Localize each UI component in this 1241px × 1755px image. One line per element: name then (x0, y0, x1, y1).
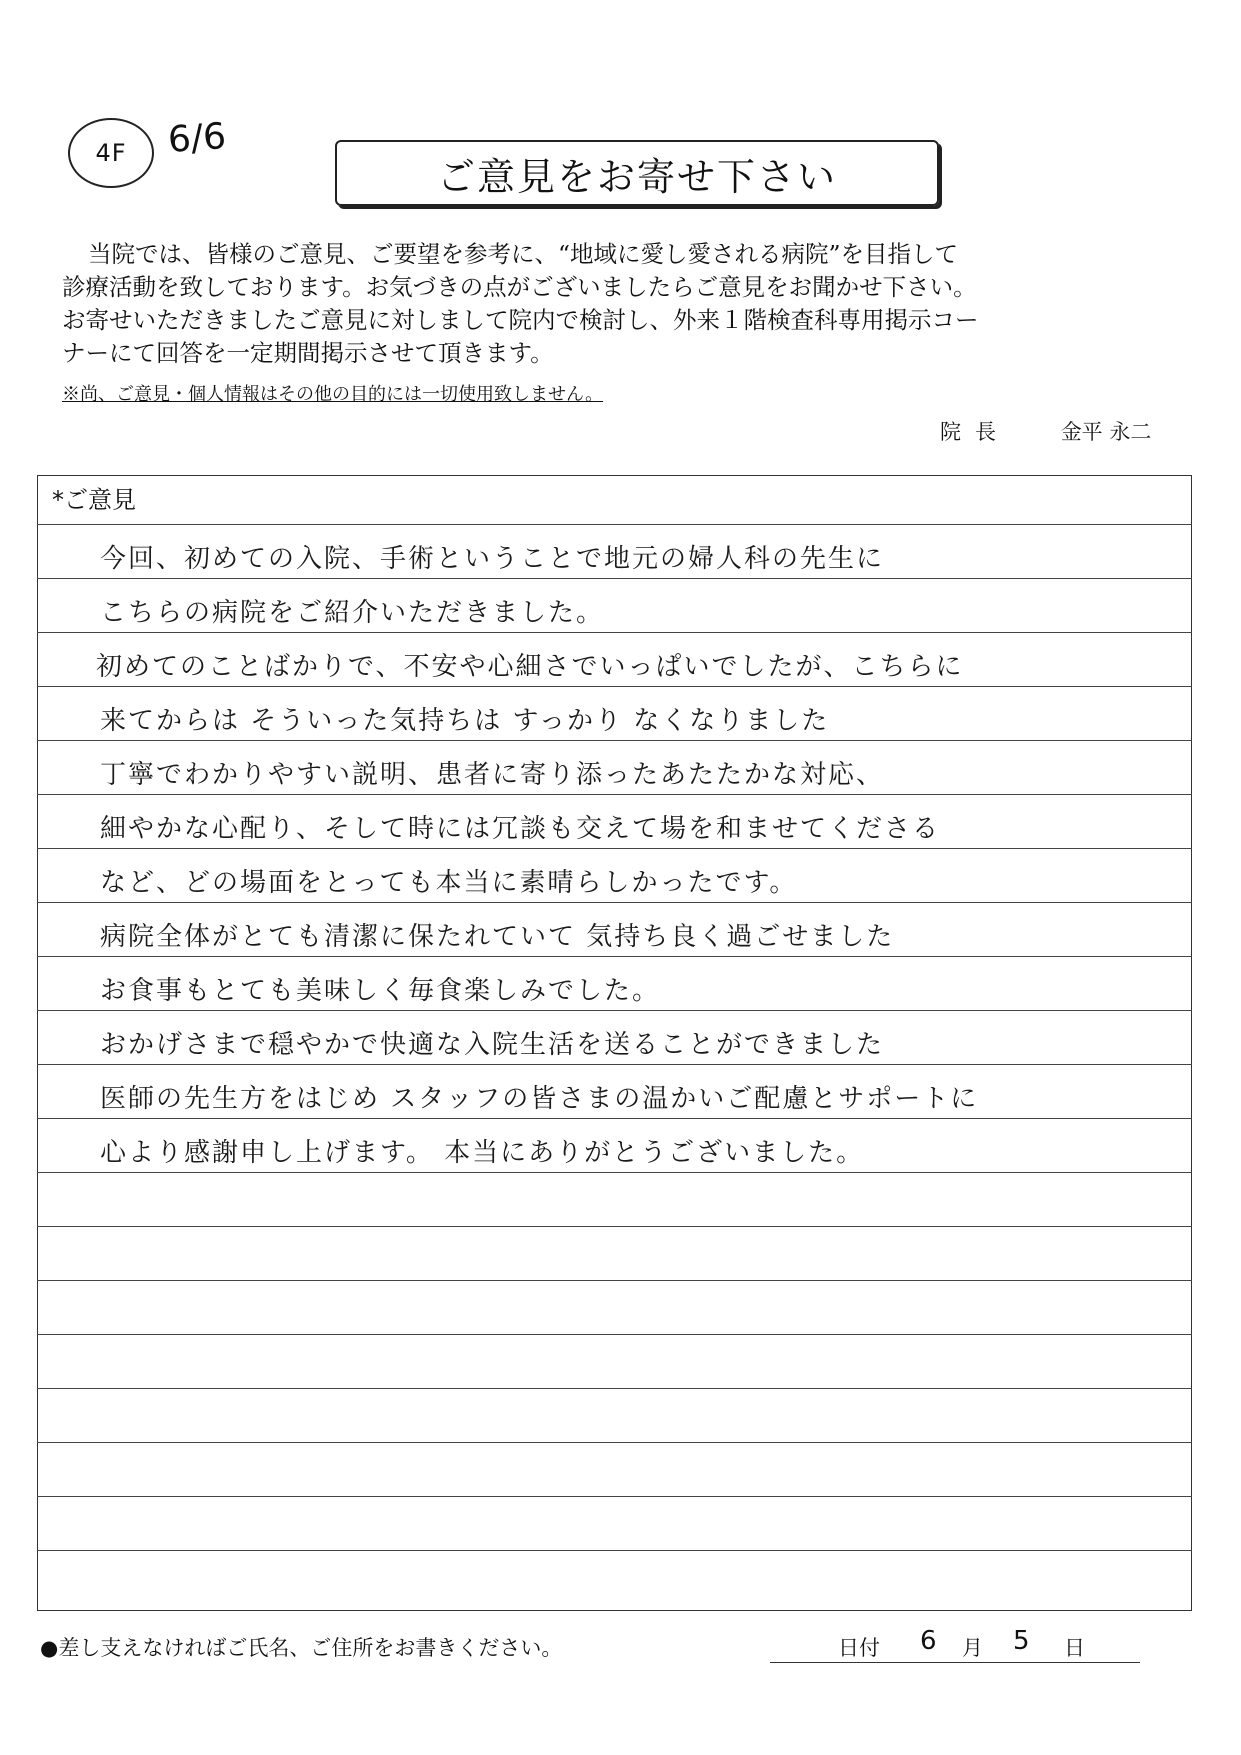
comment-line: おかげさまで穏やかで快適な入院生活を送ることができました (100, 1030, 885, 1060)
name-address-note: ●差し支えなければご氏名、ご住所をお書きください。 (40, 1636, 563, 1660)
ruled-line (37, 632, 1192, 633)
ruled-line (37, 902, 1192, 903)
handwritten-date-mark: 6/6 (166, 116, 228, 161)
comment-line: お食事もとても美味しく毎食楽しみでした。 (100, 976, 661, 1006)
ruled-line (37, 1118, 1192, 1119)
comment-line: 丁寧でわかりやすい説明、患者に寄り添ったあたたかな対応、 (100, 760, 885, 790)
month-label: 月 (962, 1636, 983, 1660)
intro-line: ナーにて回答を一定期間掲示させて頂きます。 (62, 339, 554, 367)
ruled-line (37, 686, 1192, 687)
ruled-line (37, 1550, 1192, 1551)
director-signature (940, 416, 1151, 446)
ruled-line (37, 524, 1192, 525)
privacy-notice: ※尚、ご意見・個人情報はその他の目的には一切使用致しません。 (62, 384, 604, 405)
ruled-line (37, 578, 1192, 579)
ruled-line (37, 1280, 1192, 1281)
ruled-line (37, 1496, 1192, 1497)
comment-line: 病院全体がとても清潔に保たれていて 気持ち良く過ごせました (100, 922, 895, 952)
date-field[interactable] (770, 1626, 1140, 1663)
comment-line: など、どの場面をとっても本当に素晴らしかったです。 (100, 868, 798, 898)
ruled-line (37, 1010, 1192, 1011)
comment-heading: *ご意見 (52, 486, 136, 514)
ruled-line (37, 1442, 1192, 1443)
comment-line: 来てからは そういった気持ちは すっかり なくなりました (100, 706, 830, 736)
intro-line: 診療活動を致しております。お気づきの点がございましたらご意見をお聞かせ下さい。 (62, 273, 977, 301)
comment-line: 今回、初めての入院、手術ということで地元の婦人科の先生に (100, 544, 885, 574)
day-label: 日 (1064, 1636, 1085, 1660)
intro-line: お寄せいただきましたご意見に対しまして院内で検討し、外来１階検査科専用掲示コー (62, 306, 979, 334)
floor-mark: 4F (68, 118, 154, 188)
date-label: 日付 (838, 1636, 880, 1660)
comment-line: 細やかな心配り、そして時には冗談も交えて場を和ませてくださる (100, 814, 941, 844)
director-role: 院長 (940, 420, 1010, 444)
intro-text (62, 238, 1182, 370)
day-value: 5 (1013, 1626, 1030, 1656)
page-title: ご意見をお寄せ下さい (335, 140, 939, 206)
comment-line: こちらの病院をご紹介いただきました。 (100, 598, 605, 628)
ruled-line (37, 1226, 1192, 1227)
comment-line: 医師の先生方をはじめ スタッフの皆さまの温かいご配慮とサポートに (100, 1084, 979, 1114)
comment-line: 初めてのことばかりで、不安や心細さでいっぱいでしたが、こちらに (96, 652, 964, 682)
comment-line: 心より感謝申し上げます。 本当にありがとうございました。 (100, 1138, 865, 1168)
ruled-line (37, 1172, 1192, 1173)
ruled-line (37, 740, 1192, 741)
ruled-line (37, 848, 1192, 849)
ruled-line (37, 794, 1192, 795)
director-name: 金平 永二 (1060, 420, 1152, 444)
intro-line: 当院では、皆様のご意見、ご要望を参考に、“地域に愛し愛される病院”を目指して (88, 240, 959, 268)
month-value: 6 (920, 1626, 937, 1656)
ruled-line (37, 1334, 1192, 1335)
ruled-line (37, 956, 1192, 957)
ruled-line (37, 1388, 1192, 1389)
ruled-line (37, 1064, 1192, 1065)
